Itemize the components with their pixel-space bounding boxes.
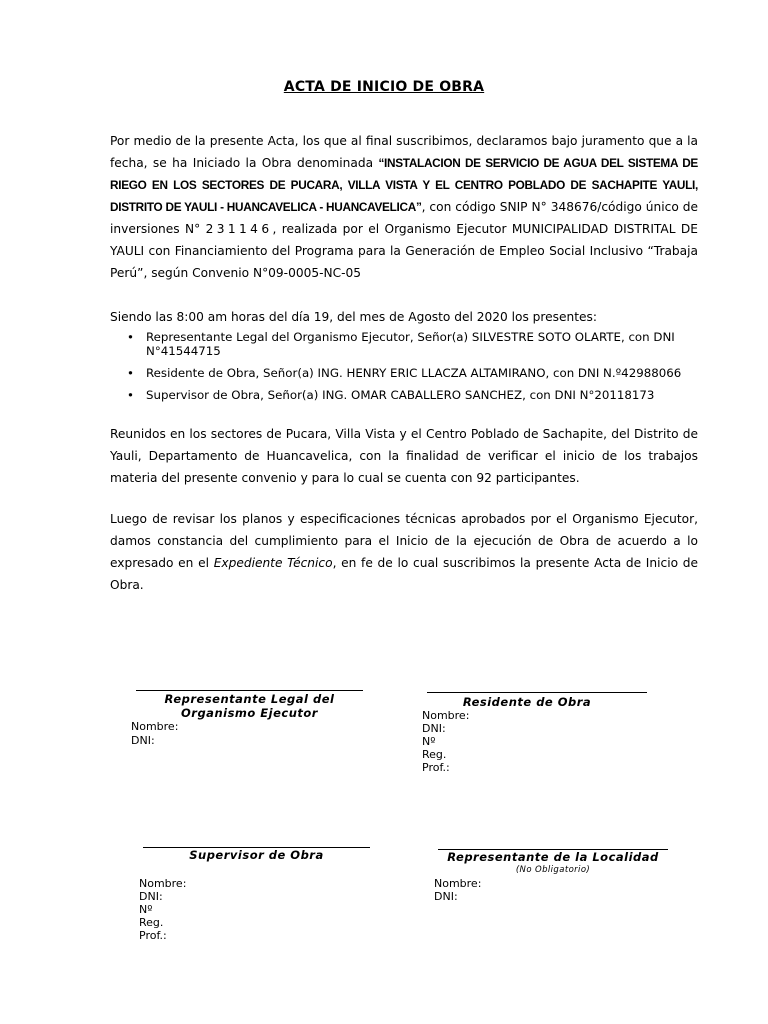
attendees-list: [127, 330, 697, 410]
financing-text: , realizada por el Organismo Ejecutor MUNICIPALIDAD DISTRITAL DE YAULI con Financiamiento del Programa para la Generación de Empleo Social Inclusivo “Trabaja Perú”, según Convenio N°09-0005-NC-05: [110, 222, 698, 280]
signature-dni: DNI:: [139, 890, 163, 903]
paragraph-conclusion: [110, 508, 698, 596]
investment-code: 231146: [205, 222, 273, 236]
paragraph-date: Siendo las 8:00 am horas del día 19, del mes de Agosto del 2020 los presentes:: [110, 310, 597, 324]
list-item-supervisor: • Supervisor de Obra, Señor(a) ING. OMAR CABALLERO SANCHEZ, con DNI N°20118173: [127, 388, 697, 402]
conclusion-text-1: Luego de revisar los planos y especificaciones técnicas aprobados por el Organismo Ejecutor, damos constancia del cumplimiento para el Inicio de la ejecución de Obra de acuerdo a lo expresado en el: [110, 512, 698, 570]
signature-role: Representante Legal del Organismo Ejecutor: [164, 692, 335, 720]
signature-nombre: Nombre:: [131, 720, 179, 733]
signature-reg-prof: Nº Reg. Prof.:: [139, 903, 167, 942]
signature-nombre: Nombre:: [434, 877, 482, 890]
paragraph-meeting: Reunidos en los sectores de Pucara, Villa Vista y el Centro Poblado de Sachapite, del Distrito de Yauli, Departamento de Huancavelica, con la finalidad de verificar el inicio de los trabajos materia del presente convenio y para lo cual se cuenta con 92 participantes.: [110, 427, 698, 485]
signature-reg-prof: Nº Reg. Prof.:: [422, 735, 450, 774]
obra-name: “INSTALACION DE SERVICIO DE AGUA DEL SISTEMA DE RIEGO EN LOS SECTORES DE PUCARA, VILLA VISTA Y EL CENTRO POBLADO DE SACHAPITE YAULI, DISTRITO DE YAULI - HUANCAVELICA - HUANCAVELICA”: [110, 156, 698, 214]
signature-line: [427, 692, 647, 693]
signature-dni: DNI:: [434, 890, 458, 903]
expediente-tecnico: Expediente Técnico: [213, 556, 333, 570]
conclusion-text-2: , en fe de lo cual suscribimos la presente Acta de Inicio de Obra.: [110, 556, 698, 592]
signature-role: Supervisor de Obra: [189, 848, 324, 862]
list-item-rep-legal: • Representante Legal del Organismo Ejecutor, Señor(a) SILVESTRE SOTO OLARTE, con DNI N°41544715: [127, 330, 697, 358]
document-title: ACTA DE INICIO DE OBRA: [283, 79, 485, 95]
snip-text: , con código SNIP N° 348676/código único de inversiones N°: [110, 200, 699, 236]
signature-dni: DNI:: [131, 734, 155, 747]
signature-role: Residente de Obra: [462, 695, 592, 709]
signature-line: [136, 690, 363, 691]
signature-note: (No Obligatorio): [515, 865, 591, 875]
paragraph-intro: [110, 130, 698, 284]
signature-nombre: Nombre:: [422, 709, 470, 722]
signature-dni: DNI:: [422, 722, 446, 735]
signature-role: Representante de la Localidad: [447, 850, 659, 864]
list-item-residente: • Residente de Obra, Señor(a) ING. HENRY ERIC LLACZA ALTAMIRANO, con DNI N.º42988066: [127, 366, 697, 380]
signature-nombre: Nombre:: [139, 877, 187, 890]
intro-text: Por medio de la presente Acta, los que al final suscribimos, declaramos bajo juramento que a la fecha, se ha Iniciado la Obra denominada: [110, 134, 698, 170]
